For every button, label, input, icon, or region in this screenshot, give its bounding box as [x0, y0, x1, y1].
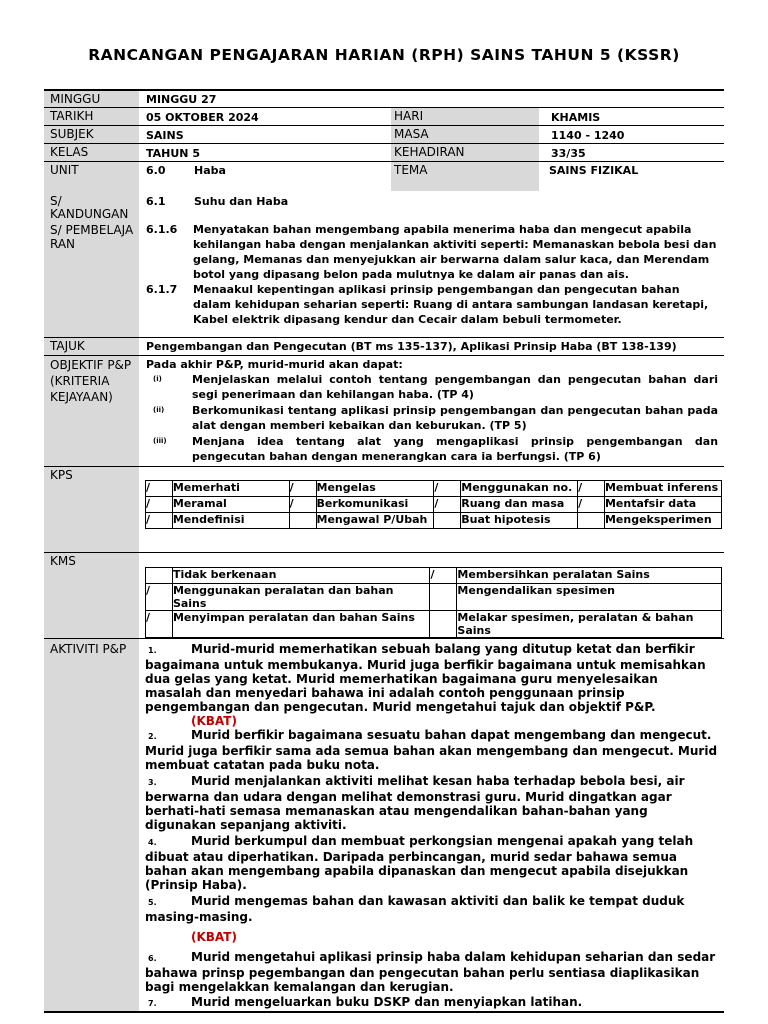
objektif-number: (ii)	[153, 405, 165, 414]
kms-mark: /	[146, 610, 173, 637]
tajuk-label: TAJUK	[44, 337, 139, 355]
kps-skill: Menggunakan no.	[461, 480, 578, 496]
aktiviti-item	[145, 834, 718, 892]
kps-row	[146, 480, 722, 496]
kms-row	[146, 583, 722, 610]
kps-skill: Mentafsir data	[604, 496, 721, 512]
objektif-item	[146, 434, 718, 464]
objektif-text: Berkomunikasi tentang aplikasi prinsip pengembangan dan pengecutan bahan pada alat dengan memberi kebaikan dan keburukan. (TP 5)	[192, 403, 719, 432]
unit-number: 6.0	[146, 163, 166, 177]
kps-skill: Mengawal P/Ubah	[316, 512, 434, 528]
aktiviti-number: 7.	[148, 998, 157, 1008]
kms-label: KMS	[44, 552, 139, 638]
kms-skill: Melakar spesimen, peralatan & bahan Sains	[457, 610, 722, 637]
kps-skill: Meramal	[172, 496, 289, 512]
pembelajaran-item	[146, 282, 718, 327]
objektif-intro: Pada akhir P&P, murid-murid akan dapat:	[146, 357, 403, 371]
kms-mark	[430, 610, 457, 637]
kbat-tag: (KBAT)	[191, 929, 237, 944]
kps-mark: /	[578, 496, 605, 512]
kps-mark	[289, 512, 316, 528]
aktiviti-number: 4.	[148, 837, 157, 847]
kps-skill: Mengelas	[316, 480, 434, 496]
kps-skill: Buat hipotesis	[461, 512, 578, 528]
aktiviti-item	[145, 728, 718, 772]
aktiviti-text: Murid mengeluarkan buku DSKP dan menyiapkan latihan.	[191, 994, 583, 1009]
objektif-number: (iii)	[153, 436, 167, 445]
tajuk-text: Pengembangan dan Pengecutan (BT ms 135-137), Aplikasi Prinsip Haba (BT 138-139)	[139, 337, 724, 355]
kps-skill: Membuat inferens	[604, 480, 721, 496]
kps-cell	[139, 466, 724, 552]
masa-label: MASA	[391, 125, 539, 143]
kps-skill: Ruang dan masa	[461, 496, 578, 512]
pembelajaran-label: S/ PEMBELAJARAN	[44, 222, 139, 337]
tarikh-label: TARIKH	[44, 107, 139, 125]
kps-mark: /	[289, 480, 316, 496]
page-title: RANCANGAN PENGAJARAN HARIAN (RPH) SAINS TAHUN 5 (KSSR)	[88, 46, 680, 64]
pembelajaran-number: 6.1.7	[146, 283, 178, 296]
kbat-tag: (KBAT)	[191, 713, 237, 728]
aktiviti-label: AKTIVITI P&P	[44, 638, 139, 1012]
aktiviti-text: Murid-murid memerhatikan sebuah balang yang ditutup ketat dan berfikir bagaimana untuk membukanya. Murid juga berfikir bagaimana untuk memisahkan dua gelas yang ketat. Murid memerhatikan bagaimana guru menyelesaikan masalah dan menyedari bahawa ini adalah contoh penggunaan prinsip pengembangan dan pengecutan. Murid mengetahui tajuk dan objektif P&P.	[145, 641, 706, 714]
kps-table	[145, 480, 722, 529]
kps-mark: /	[289, 496, 316, 512]
masa-value: 1140 - 1240	[539, 125, 724, 143]
pembelajaran-cell	[139, 222, 724, 337]
kandungan-number: 6.1	[146, 195, 166, 208]
kms-row	[146, 610, 722, 637]
aktiviti-item	[145, 894, 718, 944]
unit-label: UNIT	[44, 161, 139, 191]
aktiviti-text: Murid menjalankan aktiviti melihat kesan haba terhadap bebola besi, air berwarna dan udara dengan melihat demonstrasi guru. Murid dingatkan agar berhati-hati semasa memanaskan atau mengendalikan bahan-bahan yang digunakan sepanjang aktiviti.	[145, 773, 685, 832]
kelas-value: TAHUN 5	[139, 143, 391, 161]
kms-skill: Tidak berkenaan	[172, 567, 430, 583]
objektif-number: (i)	[153, 374, 162, 383]
kms-skill: Menyimpan peralatan dan bahan Sains	[172, 610, 430, 637]
kps-row	[146, 512, 722, 528]
aktiviti-cell	[139, 638, 724, 1012]
kms-table	[145, 567, 722, 638]
objektif-item	[146, 372, 718, 402]
aktiviti-text: Murid mengemas bahan dan kawasan aktiviti dan balik ke tempat duduk masing-masing.	[145, 893, 685, 924]
kms-skill: Mengendalikan spesimen	[457, 583, 722, 610]
subjek-value: SAINS	[139, 125, 391, 143]
aktiviti-number: 2.	[148, 731, 157, 741]
kms-skill: Menggunakan peralatan dan bahan Sains	[172, 583, 430, 610]
kehadiran-label: KEHADIRAN	[391, 143, 539, 161]
kms-mark	[146, 567, 173, 583]
kelas-label: KELAS	[44, 143, 139, 161]
pembelajaran-text: Menaakul kepentingan aplikasi prinsip pengembangan dan pengecutan bahan dalam kehidupan seharian seperti: Ruang di antara sambungan landasan keretapi, Kabel elektrik dipasang kendur dan Cecair dalam bebuli termometer.	[193, 283, 709, 326]
kms-mark: /	[430, 567, 457, 583]
aktiviti-text: Murid berfikir bagaimana sesuatu bahan dapat mengembang dan mengecut. Murid juga berfikir sama ada semua bahan akan mengembang dan mengecut. Murid membuat catatan pada buku nota.	[145, 727, 718, 772]
rph-table	[44, 89, 724, 1013]
unit-value: Haba	[194, 163, 226, 177]
objektif-label: OBJEKTIF P&P (KRITERIA KEJAYAAN)	[44, 355, 139, 466]
unit-cell	[139, 161, 391, 191]
pembelajaran-text: Menyatakan bahan mengembang apabila menerima haba dan mengecut apabila kehilangan haba dengan menjalankan aktiviti seperti: Memanaskan bebola besi dan gelang, Memanas dan menyejukkan air berwarna dalam salur kaca, dan Merendam botol yang dipasang belon pada mulutnya ke dalam air panas dan ais.	[193, 223, 717, 281]
objektif-item	[146, 403, 718, 433]
objektif-cell	[139, 355, 724, 466]
aktiviti-list	[145, 642, 718, 1011]
aktiviti-item	[145, 642, 718, 728]
hari-label: HARI	[391, 107, 539, 125]
pembelajaran-item	[146, 222, 718, 282]
kps-label: KPS	[44, 466, 139, 552]
objektif-text: Menjana idea tentang alat yang mengaplikasi prinsip pengembangan dan pengecutan bahan dengan menerangkan cara ia berfungsi. (TP 6)	[192, 434, 719, 463]
kandungan-text: Suhu dan Haba	[194, 195, 289, 208]
kms-cell	[139, 552, 724, 638]
kms-skill: Membersihkan peralatan Sains	[457, 567, 722, 583]
aktiviti-item	[145, 774, 718, 832]
objektif-text: Menjelaskan melalui contoh tentang pengembangan dan pengecutan bahan dari segi penerimaan dan kehilangan haba. (TP 4)	[192, 372, 719, 401]
kps-mark: /	[146, 480, 173, 496]
tema-label: TEMA	[391, 161, 539, 191]
aktiviti-item	[145, 950, 718, 994]
kps-mark: /	[578, 480, 605, 496]
kps-skill: Mendefinisi	[172, 512, 289, 528]
minggu-value: MINGGU 27	[139, 90, 724, 107]
kps-skill: Memerhati	[172, 480, 289, 496]
kehadiran-value: 33/35	[539, 143, 724, 161]
kps-skill: Berkomunikasi	[316, 496, 434, 512]
kps-mark: /	[434, 496, 461, 512]
kms-mark: /	[146, 583, 173, 610]
aktiviti-item	[145, 995, 718, 1011]
aktiviti-number: 3.	[148, 777, 157, 787]
kps-mark: /	[146, 512, 173, 528]
tarikh-value: 05 OKTOBER 2024	[139, 107, 391, 125]
aktiviti-text: Murid berkumpul dan membuat perkongsian mengenai apakah yang telah dibuat atau diperhatikan. Daripada perbincangan, murid sedar bahawa semua bahan akan mengembang apabila dipanaskan dan mengecut apabila disejukkan (Prinsip Haba).	[145, 833, 694, 892]
aktiviti-text: Murid mengetahui aplikasi prinsip haba dalam kehidupan seharian dan sedar bahawa prinsp pegembangan dan pengecutan bahan perlu sentiasa diaplikasikan bagi mengelakkan kemalangan dan kerugian.	[145, 949, 716, 994]
kps-row	[146, 496, 722, 512]
kms-row	[146, 567, 722, 583]
aktiviti-number: 6.	[148, 953, 157, 963]
aktiviti-number: 1.	[148, 645, 157, 655]
kps-mark	[578, 512, 605, 528]
rph-document	[44, 89, 724, 1013]
kps-mark: /	[146, 496, 173, 512]
kms-mark	[430, 583, 457, 610]
kandungan-label: S/ KANDUNGAN	[44, 191, 139, 222]
subjek-label: SUBJEK	[44, 125, 139, 143]
kps-mark: /	[434, 480, 461, 496]
hari-value: KHAMIS	[539, 107, 724, 125]
kps-mark	[434, 512, 461, 528]
kandungan-cell	[139, 191, 724, 222]
minggu-label: MINGGU	[44, 90, 139, 107]
kps-skill: Mengeksperimen	[604, 512, 721, 528]
tema-value: SAINS FIZIKAL	[549, 163, 639, 177]
aktiviti-number: 5.	[148, 897, 157, 907]
pembelajaran-number: 6.1.6	[146, 223, 178, 236]
